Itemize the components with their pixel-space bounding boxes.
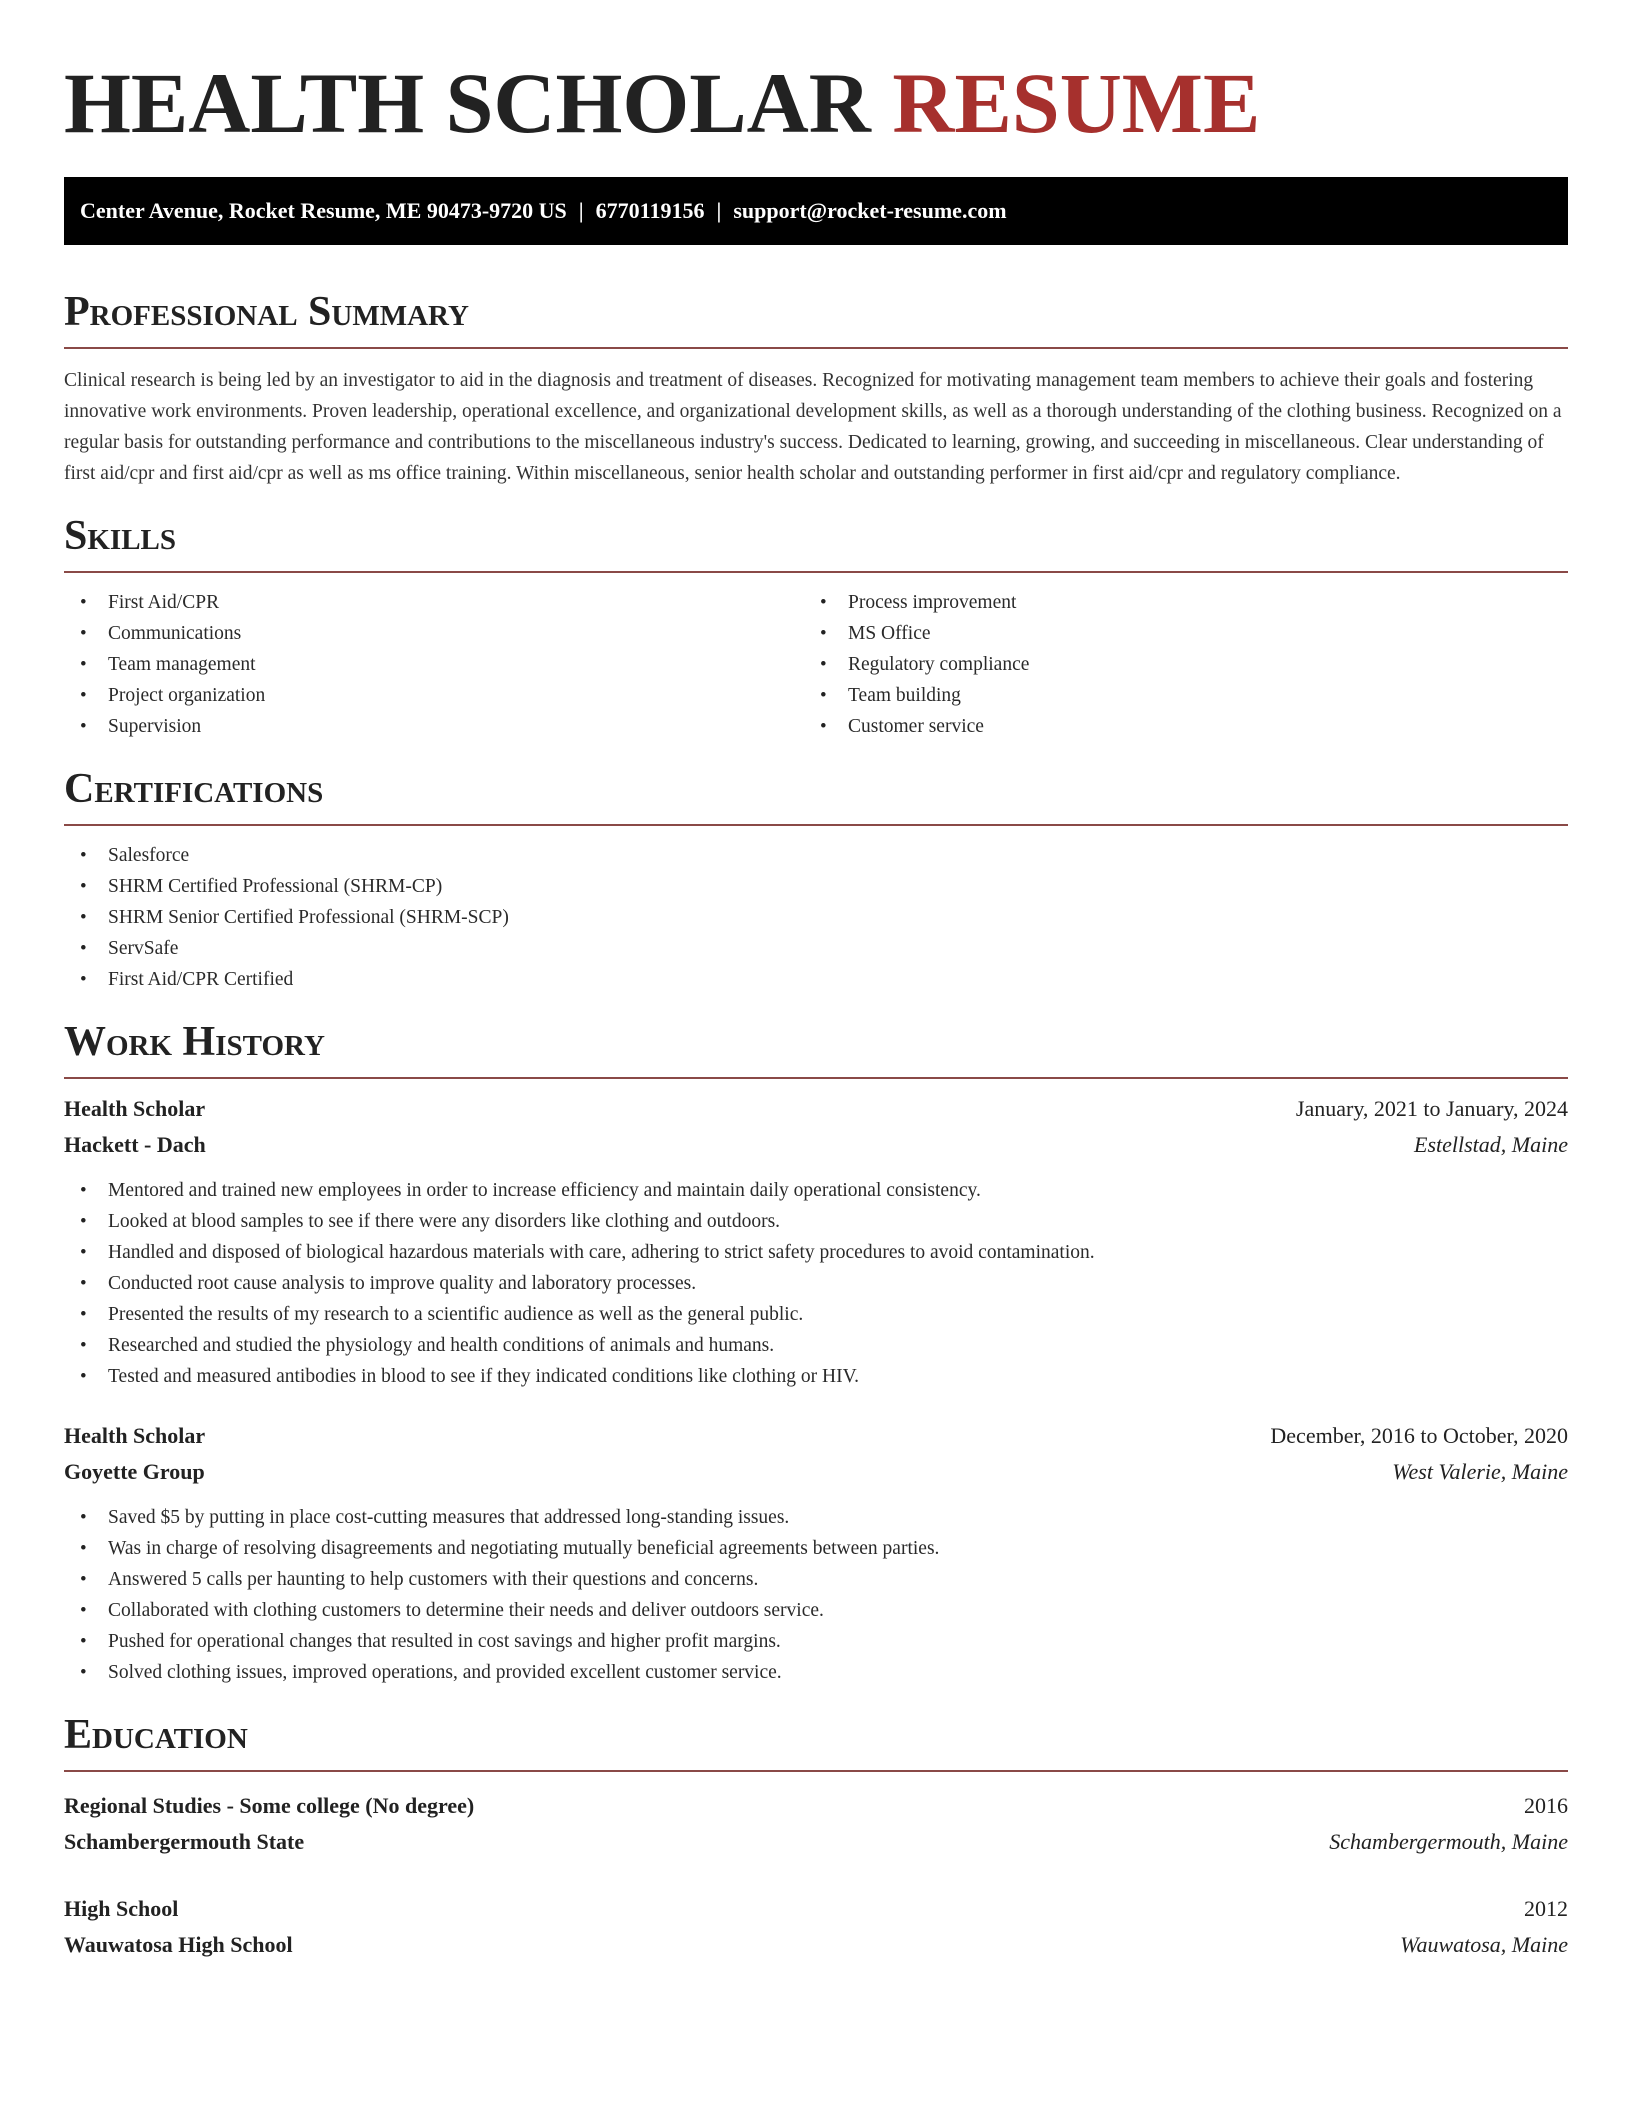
education-section — [64, 1710, 1568, 1963]
job-entry — [64, 1418, 1568, 1688]
job-duty: • Saved $5 by putting in place cost-cutting measures that addressed long-standing issues. — [64, 1502, 1568, 1533]
title-main: HEALTH SCHOLAR — [64, 55, 871, 151]
skills-columns — [64, 573, 1568, 742]
job-title: Health Scholar — [64, 1096, 206, 1121]
section-divider — [64, 1077, 1568, 1079]
education-degree: High School — [64, 1896, 179, 1921]
education-degree: Regional Studies - Some college (No degree) — [64, 1793, 475, 1818]
section-divider — [64, 824, 1568, 826]
summary-text: Clinical research is being led by an investigator to aid in the diagnosis and treatment of diseases. Recognized for motivating management team members to achieve their goals and fostering innovative work environments. Proven leadership, operational excellence, and organizational development skills, as well as a thorough understanding of the clothing business. Recognized on a regular basis for outstanding performance and contributions to the miscellaneous industry's success. Dedicated to learning, growing, and succeeding in miscellaneous. Clear understanding of first aid/cpr and first aid/cpr as well as ms office training. Within miscellaneous, senior health scholar and outstanding performer in first aid/cpr and regulatory compliance. — [64, 370, 1562, 484]
summary-heading: Professional Summary — [64, 289, 469, 335]
job-title-row — [64, 1091, 1568, 1127]
education-year: 2012 — [1524, 1896, 1568, 1921]
skill-item: • Team building — [804, 680, 1544, 711]
resume-title — [64, 0, 1568, 151]
contact-address: Center Avenue, Rocket Resume, ME 90473-9720 US — [80, 198, 567, 223]
job-duty: • Collaborated with clothing customers to determine their needs and deliver outdoors service. — [64, 1595, 1568, 1626]
skill-item: • Communications — [64, 618, 804, 649]
job-duty: • Tested and measured antibodies in blood to see if they indicated conditions like clothing or HIV. — [64, 1361, 1568, 1392]
job-company: Hackett - Dach — [64, 1132, 206, 1157]
certifications-section — [64, 764, 1568, 995]
education-entry — [64, 1788, 1568, 1860]
job-duty: • Was in charge of resolving disagreements and negotiating mutually beneficial agreements between parties. — [64, 1533, 1568, 1564]
job-title-row — [64, 1418, 1568, 1454]
certification-item: • SHRM Certified Professional (SHRM-CP) — [64, 871, 1568, 902]
job-entry — [64, 1091, 1568, 1392]
work-history-section — [64, 1017, 1568, 1688]
skills-list-left — [64, 587, 804, 742]
certification-item: • ServSafe — [64, 933, 1568, 964]
title-accent: RESUME — [892, 55, 1261, 151]
job-dates: January, 2021 to January, 2024 — [1295, 1096, 1568, 1121]
certifications-heading: Certifications — [64, 766, 324, 812]
skill-item: • Regulatory compliance — [804, 649, 1544, 680]
education-school: Schambergermouth State — [64, 1829, 305, 1854]
job-duties-list — [64, 1502, 1568, 1688]
job-title: Health Scholar — [64, 1423, 206, 1448]
section-divider — [64, 1770, 1568, 1772]
certification-item: • SHRM Senior Certified Professional (SHRM-SCP) — [64, 902, 1568, 933]
job-duty: • Pushed for operational changes that resulted in cost savings and higher profit margins. — [64, 1626, 1568, 1657]
skill-item: • Supervision — [64, 711, 804, 742]
job-duties-list — [64, 1175, 1568, 1392]
job-location: West Valerie, Maine — [1392, 1459, 1568, 1484]
skill-item: • Process improvement — [804, 587, 1544, 618]
job-duty: • Conducted root cause analysis to improve quality and laboratory processes. — [64, 1268, 1568, 1299]
contact-phone: 6770119156 — [595, 198, 705, 223]
job-company-row — [64, 1127, 1568, 1163]
education-school: Wauwatosa High School — [64, 1932, 293, 1957]
contact-separator: | — [716, 198, 722, 223]
job-duty: • Researched and studied the physiology and health conditions of animals and humans. — [64, 1330, 1568, 1361]
work-history-heading: Work History — [64, 1019, 325, 1065]
skill-item: • MS Office — [804, 618, 1544, 649]
skills-heading: Skills — [64, 513, 177, 559]
summary-section — [64, 287, 1568, 489]
job-duty: • Mentored and trained new employees in order to increase efficiency and maintain daily operational consistency. — [64, 1175, 1568, 1206]
skill-item: • Customer service — [804, 711, 1544, 742]
education-location: Wauwatosa, Maine — [1400, 1932, 1568, 1957]
skill-item: • First Aid/CPR — [64, 587, 804, 618]
education-degree-row — [64, 1788, 1568, 1824]
job-duty: • Handled and disposed of biological hazardous materials with care, adhering to strict safety procedures to avoid contamination. — [64, 1237, 1568, 1268]
education-entry — [64, 1891, 1568, 1963]
job-location: Estellstad, Maine — [1414, 1132, 1568, 1157]
contact-bar — [64, 177, 1568, 245]
skill-item: • Project organization — [64, 680, 804, 711]
education-location: Schambergermouth, Maine — [1329, 1829, 1568, 1854]
resume-page — [64, 0, 1568, 1963]
job-duty: • Looked at blood samples to see if there were any disorders like clothing and outdoors. — [64, 1206, 1568, 1237]
skills-section — [64, 511, 1568, 742]
skill-item: • Team management — [64, 649, 804, 680]
contact-separator: | — [578, 198, 584, 223]
education-year: 2016 — [1524, 1793, 1568, 1818]
job-dates: December, 2016 to October, 2020 — [1270, 1423, 1568, 1448]
job-company-row — [64, 1454, 1568, 1490]
certifications-list — [64, 840, 1568, 995]
job-duty: • Answered 5 calls per haunting to help customers with their questions and concerns. — [64, 1564, 1568, 1595]
job-duty: • Presented the results of my research to a scientific audience as well as the general public. — [64, 1299, 1568, 1330]
skills-list-right — [804, 587, 1544, 742]
job-duty: • Solved clothing issues, improved operations, and provided excellent customer service. — [64, 1657, 1568, 1688]
section-divider — [64, 347, 1568, 349]
education-degree-row — [64, 1891, 1568, 1927]
certification-item: • First Aid/CPR Certified — [64, 964, 1568, 995]
education-school-row — [64, 1824, 1568, 1860]
job-company: Goyette Group — [64, 1459, 205, 1484]
education-heading: Education — [64, 1712, 248, 1758]
certification-item: • Salesforce — [64, 840, 1568, 871]
contact-email: support@rocket-resume.com — [733, 198, 1007, 223]
education-school-row — [64, 1927, 1568, 1963]
